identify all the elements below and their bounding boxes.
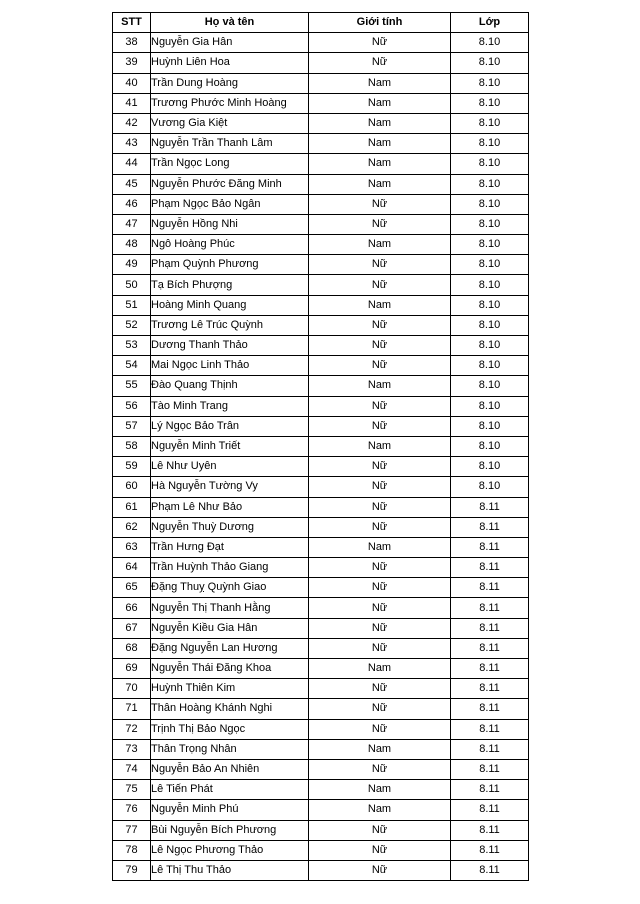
- table-row: [113, 134, 529, 154]
- row-stt: 54: [113, 356, 151, 376]
- row-gender: Nam: [309, 113, 451, 133]
- table-row: [113, 477, 529, 497]
- row-gender: Nam: [309, 134, 451, 154]
- row-full-name: Thân Trọng Nhân: [151, 739, 309, 759]
- table-row: [113, 860, 529, 880]
- table-row: [113, 699, 529, 719]
- row-full-name: Nguyễn Trần Thanh Lâm: [151, 134, 309, 154]
- row-full-name: Mai Ngọc Linh Thảo: [151, 356, 309, 376]
- row-stt: 57: [113, 416, 151, 436]
- row-stt: 43: [113, 134, 151, 154]
- table-row: [113, 356, 529, 376]
- row-stt: 42: [113, 113, 151, 133]
- row-stt: 70: [113, 679, 151, 699]
- table-row: [113, 53, 529, 73]
- row-class: 8.11: [451, 820, 529, 840]
- row-gender: Nữ: [309, 558, 451, 578]
- row-gender: Nữ: [309, 457, 451, 477]
- row-gender: Nam: [309, 537, 451, 557]
- row-stt: 38: [113, 33, 151, 53]
- row-stt: 79: [113, 860, 151, 880]
- header-full-name: Họ và tên: [151, 13, 309, 33]
- table-row: [113, 336, 529, 356]
- row-gender: Nam: [309, 659, 451, 679]
- table-row: [113, 457, 529, 477]
- row-full-name: Nguyễn Gia Hân: [151, 33, 309, 53]
- header-row: [113, 13, 529, 33]
- table-row: [113, 214, 529, 234]
- row-class: 8.10: [451, 336, 529, 356]
- row-gender: Nam: [309, 780, 451, 800]
- student-list-table: [112, 12, 529, 881]
- table-row: [113, 739, 529, 759]
- table-row: [113, 659, 529, 679]
- row-gender: Nữ: [309, 719, 451, 739]
- table-row: [113, 235, 529, 255]
- header-class: Lớp: [451, 13, 529, 33]
- row-class: 8.11: [451, 860, 529, 880]
- row-full-name: Nguyễn Hồng Nhi: [151, 214, 309, 234]
- row-gender: Nữ: [309, 840, 451, 860]
- row-class: 8.11: [451, 598, 529, 618]
- row-full-name: Lê Ngọc Phương Thảo: [151, 840, 309, 860]
- row-stt: 65: [113, 578, 151, 598]
- row-gender: Nữ: [309, 517, 451, 537]
- table-body: [113, 33, 529, 881]
- table-row: [113, 517, 529, 537]
- row-full-name: Bùi Nguyễn Bích Phương: [151, 820, 309, 840]
- row-gender: Nam: [309, 376, 451, 396]
- row-stt: 50: [113, 275, 151, 295]
- table-row: [113, 33, 529, 53]
- row-gender: Nữ: [309, 275, 451, 295]
- row-full-name: Trương Phước Minh Hoàng: [151, 93, 309, 113]
- row-class: 8.11: [451, 659, 529, 679]
- table-row: [113, 194, 529, 214]
- table-row: [113, 780, 529, 800]
- row-full-name: Huỳnh Liên Hoa: [151, 53, 309, 73]
- row-full-name: Nguyễn Thị Thanh Hằng: [151, 598, 309, 618]
- row-full-name: Nguyễn Bảo An Nhiên: [151, 759, 309, 779]
- row-class: 8.10: [451, 356, 529, 376]
- table-row: [113, 436, 529, 456]
- row-gender: Nữ: [309, 759, 451, 779]
- table-row: [113, 315, 529, 335]
- row-stt: 69: [113, 659, 151, 679]
- row-class: 8.10: [451, 275, 529, 295]
- table-row: [113, 820, 529, 840]
- row-class: 8.11: [451, 739, 529, 759]
- row-class: 8.10: [451, 235, 529, 255]
- table-row: [113, 113, 529, 133]
- row-gender: Nữ: [309, 820, 451, 840]
- row-stt: 49: [113, 255, 151, 275]
- row-class: 8.10: [451, 73, 529, 93]
- row-class: 8.11: [451, 578, 529, 598]
- row-stt: 45: [113, 174, 151, 194]
- table-row: [113, 578, 529, 598]
- row-full-name: Thân Hoàng Khánh Nghi: [151, 699, 309, 719]
- row-class: 8.10: [451, 154, 529, 174]
- row-full-name: Tào Minh Trang: [151, 396, 309, 416]
- row-stt: 68: [113, 638, 151, 658]
- row-gender: Nữ: [309, 214, 451, 234]
- row-full-name: Phạm Lê Như Bảo: [151, 497, 309, 517]
- row-class: 8.11: [451, 497, 529, 517]
- row-stt: 71: [113, 699, 151, 719]
- row-full-name: Trần Huỳnh Thảo Giang: [151, 558, 309, 578]
- table-row: [113, 174, 529, 194]
- row-full-name: Nguyễn Thuỳ Dương: [151, 517, 309, 537]
- row-gender: Nữ: [309, 53, 451, 73]
- row-stt: 47: [113, 214, 151, 234]
- row-gender: Nữ: [309, 699, 451, 719]
- table-row: [113, 679, 529, 699]
- row-gender: Nam: [309, 73, 451, 93]
- row-class: 8.10: [451, 457, 529, 477]
- row-stt: 73: [113, 739, 151, 759]
- table-row: [113, 295, 529, 315]
- row-stt: 39: [113, 53, 151, 73]
- row-class: 8.10: [451, 33, 529, 53]
- row-class: 8.10: [451, 436, 529, 456]
- row-full-name: Nguyễn Kiều Gia Hân: [151, 618, 309, 638]
- table-row: [113, 93, 529, 113]
- row-gender: Nữ: [309, 255, 451, 275]
- row-full-name: Ngô Hoàng Phúc: [151, 235, 309, 255]
- row-class: 8.11: [451, 517, 529, 537]
- row-full-name: Phạm Ngọc Bảo Ngân: [151, 194, 309, 214]
- row-gender: Nam: [309, 800, 451, 820]
- row-full-name: Đặng Nguyễn Lan Hương: [151, 638, 309, 658]
- table-row: [113, 800, 529, 820]
- row-gender: Nữ: [309, 497, 451, 517]
- row-gender: Nữ: [309, 315, 451, 335]
- row-class: 8.11: [451, 840, 529, 860]
- table-row: [113, 598, 529, 618]
- row-stt: 66: [113, 598, 151, 618]
- row-class: 8.10: [451, 194, 529, 214]
- row-stt: 48: [113, 235, 151, 255]
- row-full-name: Nguyễn Thái Đăng Khoa: [151, 659, 309, 679]
- row-gender: Nam: [309, 154, 451, 174]
- row-gender: Nam: [309, 93, 451, 113]
- table-row: [113, 376, 529, 396]
- row-gender: Nữ: [309, 416, 451, 436]
- row-class: 8.11: [451, 558, 529, 578]
- row-full-name: Trương Lê Trúc Quỳnh: [151, 315, 309, 335]
- row-gender: Nữ: [309, 860, 451, 880]
- row-gender: Nữ: [309, 356, 451, 376]
- row-class: 8.11: [451, 780, 529, 800]
- row-gender: Nữ: [309, 477, 451, 497]
- row-full-name: Đặng Thuỵ Quỳnh Giao: [151, 578, 309, 598]
- row-full-name: Lê Tiến Phát: [151, 780, 309, 800]
- table-row: [113, 154, 529, 174]
- row-class: 8.10: [451, 396, 529, 416]
- row-stt: 59: [113, 457, 151, 477]
- row-stt: 61: [113, 497, 151, 517]
- row-full-name: Trần Ngọc Long: [151, 154, 309, 174]
- table-row: [113, 396, 529, 416]
- row-stt: 64: [113, 558, 151, 578]
- row-class: 8.10: [451, 134, 529, 154]
- row-gender: Nữ: [309, 194, 451, 214]
- row-stt: 76: [113, 800, 151, 820]
- row-full-name: Nguyễn Minh Phú: [151, 800, 309, 820]
- row-class: 8.11: [451, 537, 529, 557]
- row-gender: Nữ: [309, 618, 451, 638]
- row-class: 8.10: [451, 214, 529, 234]
- table-row: [113, 638, 529, 658]
- row-full-name: Trịnh Thị Bảo Ngọc: [151, 719, 309, 739]
- row-class: 8.10: [451, 376, 529, 396]
- row-gender: Nam: [309, 739, 451, 759]
- row-class: 8.10: [451, 416, 529, 436]
- row-class: 8.11: [451, 699, 529, 719]
- row-full-name: Dương Thanh Thảo: [151, 336, 309, 356]
- row-full-name: Đào Quang Thịnh: [151, 376, 309, 396]
- table-row: [113, 275, 529, 295]
- row-gender: Nữ: [309, 598, 451, 618]
- table-row: [113, 73, 529, 93]
- row-full-name: Lê Như Uyên: [151, 457, 309, 477]
- row-class: 8.10: [451, 53, 529, 73]
- row-class: 8.10: [451, 255, 529, 275]
- row-stt: 75: [113, 780, 151, 800]
- row-stt: 74: [113, 759, 151, 779]
- row-stt: 44: [113, 154, 151, 174]
- row-gender: Nam: [309, 174, 451, 194]
- row-gender: Nam: [309, 436, 451, 456]
- table-row: [113, 759, 529, 779]
- row-full-name: Vương Gia Kiệt: [151, 113, 309, 133]
- row-class: 8.11: [451, 759, 529, 779]
- table-row: [113, 840, 529, 860]
- row-stt: 52: [113, 315, 151, 335]
- row-gender: Nữ: [309, 33, 451, 53]
- row-full-name: Trần Dung Hoàng: [151, 73, 309, 93]
- row-stt: 56: [113, 396, 151, 416]
- row-full-name: Nguyễn Phước Đăng Minh: [151, 174, 309, 194]
- row-class: 8.11: [451, 800, 529, 820]
- row-stt: 40: [113, 73, 151, 93]
- row-stt: 58: [113, 436, 151, 456]
- table-row: [113, 497, 529, 517]
- row-stt: 60: [113, 477, 151, 497]
- row-class: 8.10: [451, 315, 529, 335]
- row-gender: Nam: [309, 295, 451, 315]
- header-stt: STT: [113, 13, 151, 33]
- row-class: 8.11: [451, 719, 529, 739]
- row-class: 8.10: [451, 295, 529, 315]
- row-stt: 78: [113, 840, 151, 860]
- row-stt: 46: [113, 194, 151, 214]
- row-full-name: Nguyễn Minh Triết: [151, 436, 309, 456]
- table-row: [113, 416, 529, 436]
- row-stt: 63: [113, 537, 151, 557]
- row-stt: 53: [113, 336, 151, 356]
- row-full-name: Phạm Quỳnh Phương: [151, 255, 309, 275]
- row-full-name: Lê Thị Thu Thảo: [151, 860, 309, 880]
- table-row: [113, 537, 529, 557]
- row-class: 8.10: [451, 477, 529, 497]
- row-class: 8.10: [451, 113, 529, 133]
- table-row: [113, 558, 529, 578]
- table-row: [113, 719, 529, 739]
- row-stt: 51: [113, 295, 151, 315]
- row-full-name: Hà Nguyễn Tường Vy: [151, 477, 309, 497]
- row-stt: 55: [113, 376, 151, 396]
- row-gender: Nữ: [309, 396, 451, 416]
- row-full-name: Huỳnh Thiên Kim: [151, 679, 309, 699]
- row-gender: Nữ: [309, 578, 451, 598]
- row-gender: Nữ: [309, 679, 451, 699]
- row-gender: Nữ: [309, 336, 451, 356]
- row-class: 8.11: [451, 679, 529, 699]
- table-row: [113, 618, 529, 638]
- row-stt: 77: [113, 820, 151, 840]
- row-class: 8.11: [451, 638, 529, 658]
- row-stt: 41: [113, 93, 151, 113]
- row-full-name: Trần Hưng Đạt: [151, 537, 309, 557]
- row-full-name: Lý Ngọc Bảo Trân: [151, 416, 309, 436]
- row-gender: Nữ: [309, 638, 451, 658]
- row-full-name: Tạ Bích Phượng: [151, 275, 309, 295]
- row-gender: Nam: [309, 235, 451, 255]
- row-class: 8.10: [451, 93, 529, 113]
- row-stt: 72: [113, 719, 151, 739]
- row-class: 8.11: [451, 618, 529, 638]
- header-gender: Giới tính: [309, 13, 451, 33]
- row-stt: 67: [113, 618, 151, 638]
- row-stt: 62: [113, 517, 151, 537]
- table-row: [113, 255, 529, 275]
- row-class: 8.10: [451, 174, 529, 194]
- row-full-name: Hoàng Minh Quang: [151, 295, 309, 315]
